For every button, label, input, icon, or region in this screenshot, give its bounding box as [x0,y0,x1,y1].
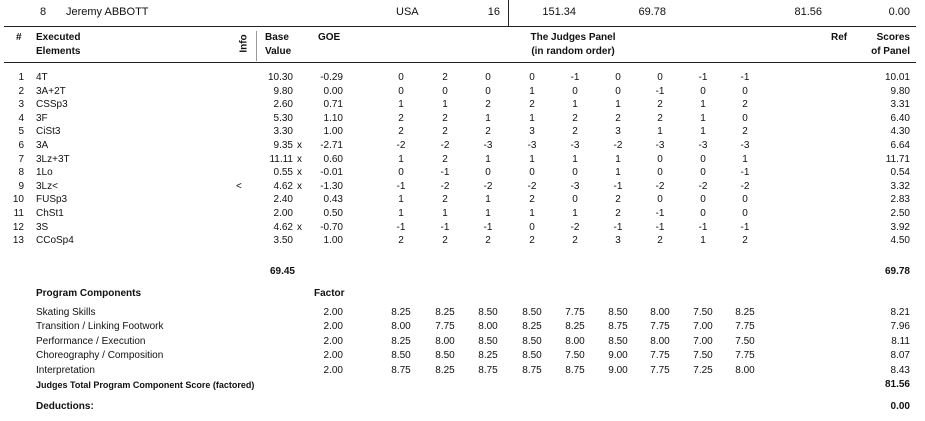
element-bonus-marker: x [297,140,302,151]
element-base-value: 0.55 [273,167,293,179]
judge-score: 2 [442,194,448,206]
judge-score: 0 [485,167,491,179]
judge-score: 0 [442,85,448,97]
component-judge-score: 8.00 [391,321,411,333]
component-panel-score: 8.11 [891,335,910,347]
judge-score: 3 [615,126,621,138]
element-number: 4 [18,112,24,124]
element-base-value: 9.80 [273,85,293,97]
component-judge-score: 8.50 [478,335,498,347]
judge-score: -3 [740,140,750,151]
judge-score: -3 [570,140,580,151]
component-name: Skating Skills [36,307,96,318]
judge-score: 0 [529,167,535,179]
judge-score: 1 [700,99,706,111]
header-scores: Scores [876,32,910,43]
component-judge-score: 7.50 [565,350,585,362]
judge-score: 3 [615,235,621,247]
judge-score: -1 [698,221,708,233]
component-factor: 2.00 [323,321,343,333]
element-name: FUSp3 [36,194,68,206]
element-panel-score: 3.31 [890,99,910,111]
judge-score: -2 [483,180,493,192]
judge-score: 0 [700,208,706,219]
components-factor-label: Factor [314,288,345,299]
elements-score-total: 69.78 [884,266,910,277]
element-goe: 0.60 [323,153,343,165]
element-panel-score: 2.50 [890,208,910,219]
element-number: 3 [18,99,24,111]
judge-score: -1 [655,85,665,97]
judge-score: 0 [572,194,578,206]
element-name: 3A [36,140,49,151]
judge-score: 2 [657,235,663,247]
judge-score: -3 [570,180,580,192]
components-title: Program Components [36,288,142,299]
judge-score: 1 [615,153,621,165]
component-judge-score: 8.25 [478,350,498,362]
element-bonus-marker: x [297,221,302,233]
element-base-value: 3.30 [273,126,293,138]
element-goe: -0.01 [320,167,343,179]
component-panel-score: 8.21 [890,307,910,318]
component-judge-score: 8.50 [391,350,411,362]
judge-score: -2 [698,180,708,192]
component-judge-score: 8.75 [565,364,585,376]
element-base-value: 11.11 [269,153,293,165]
judge-score: 1 [572,99,578,111]
judge-score: 0 [485,72,491,83]
judge-score: 2 [742,99,748,111]
element-number: 1 [18,72,24,83]
element-name: 3Lz+3T [36,153,70,165]
judge-score: -1 [613,221,623,233]
component-judge-score: 7.25 [693,364,713,376]
element-info: < [236,180,242,192]
judge-score: -2 [527,180,537,192]
component-judge-score: 8.50 [435,350,455,362]
component-judge-score: 8.75 [478,364,498,376]
judge-score: 0 [700,167,706,179]
element-goe: -1.30 [320,180,343,192]
judge-score: 0 [657,167,663,179]
header-rule [4,62,916,63]
element-number: 5 [18,126,24,138]
component-judge-score: 8.50 [608,335,628,347]
judge-score: 1 [442,208,448,219]
judge-score: 2 [657,99,663,111]
judge-score: -1 [396,221,406,233]
element-name: 4T [36,72,48,83]
judge-score: 2 [398,126,404,138]
element-bonus-marker: x [297,180,302,192]
judge-score: 0 [398,85,404,97]
judge-score: 1 [398,153,404,165]
judge-score: 0 [529,72,535,83]
judge-score: 2 [572,235,578,247]
element-number: 11 [13,208,24,219]
component-judge-score: 8.25 [522,321,542,333]
header-judges-panel: The Judges Panel [530,32,616,43]
element-number: 10 [12,194,24,206]
element-goe: 1.00 [323,235,343,247]
judge-score: 2 [742,235,748,247]
component-panel-score: 8.43 [890,364,910,376]
judge-score: 2 [742,126,748,138]
component-judge-score: 7.00 [693,321,713,333]
skater-name: Jeremy ABBOTT [66,6,149,18]
header-random-order: (in random order) [531,46,615,57]
component-factor: 2.00 [323,335,343,347]
element-name: 3S [36,221,49,233]
element-name: 1Lo [36,167,53,179]
summary-divider [508,0,509,26]
judge-score: 1 [529,112,535,124]
element-base-value: 4.62 [273,180,293,192]
judge-score: 1 [398,208,404,219]
element-number: 6 [18,140,24,151]
component-judge-score: 8.50 [522,335,542,347]
component-judge-score: 8.75 [522,364,542,376]
judge-score: 0 [742,194,748,206]
judge-score: -3 [483,140,493,151]
component-judge-score: 8.00 [565,335,585,347]
component-judge-score: 8.25 [565,321,585,333]
component-name: Interpretation [36,364,95,376]
judge-score: 2 [485,99,491,111]
judge-score: 1 [700,112,706,124]
judge-score: 3 [529,126,535,138]
judge-score: 2 [442,126,448,138]
element-panel-score: 6.64 [890,140,910,151]
judge-score: -1 [698,72,708,83]
judge-score: 1 [615,99,621,111]
judge-score: 0 [700,194,706,206]
judge-score: 2 [657,112,663,124]
element-number: 2 [18,85,24,97]
judge-score: 1 [700,235,706,247]
judge-score: -1 [740,221,750,233]
element-number: 13 [12,235,24,247]
component-judge-score: 8.00 [735,364,755,376]
element-name: ChSt1 [36,208,64,219]
component-factor: 2.00 [323,350,343,362]
element-number: 9 [18,180,24,192]
judge-score: -2 [740,180,750,192]
judge-score: -1 [396,180,406,192]
judge-score: 0 [700,85,706,97]
element-base-value: 9.35 [273,140,293,151]
judge-score: 1 [398,194,404,206]
judge-score: 2 [398,112,404,124]
component-judge-score: 8.50 [522,350,542,362]
judge-score: -1 [483,221,493,233]
header-base: Base [265,32,289,43]
element-panel-score: 6.40 [890,112,910,124]
component-judge-score: 7.75 [435,321,455,333]
component-judge-score: 8.50 [608,307,628,318]
judge-score: 1 [442,99,448,111]
component-judge-score: 7.00 [693,335,713,347]
judge-score: 1 [485,208,491,219]
component-judge-score: 7.75 [735,350,755,362]
element-name: CCoSp4 [36,235,74,247]
judge-score: 1 [529,153,535,165]
judge-score: 0 [742,85,748,97]
element-goe: 1.10 [323,112,343,124]
judge-score: 1 [700,126,706,138]
judge-score: -1 [613,180,623,192]
judge-score: 0 [657,153,663,165]
header-of-panel: of Panel [871,46,910,57]
judge-score: 1 [742,153,748,165]
component-judge-score: 8.75 [391,364,411,376]
judge-score: 0 [615,72,621,83]
judge-score: -2 [440,180,450,192]
judge-score: 0 [398,167,404,179]
judge-score: 1 [485,153,491,165]
element-base-value: 2.40 [273,194,293,206]
component-name: Transition / Linking Footwork [36,321,164,333]
judge-score: 2 [615,194,621,206]
element-panel-score: 3.32 [890,180,910,192]
element-base-value: 5.30 [273,112,293,124]
component-judge-score: 8.50 [522,307,542,318]
judge-score: 2 [442,112,448,124]
element-goe: -0.29 [320,72,343,83]
judge-score: 1 [657,126,663,138]
component-judge-score: 8.25 [435,364,455,376]
component-factor: 2.00 [323,307,343,318]
judge-score: -3 [527,140,537,151]
element-name: CSSp3 [36,99,68,111]
judge-score: 0 [572,85,578,97]
judge-score: 2 [442,153,448,165]
judge-score: 1 [398,99,404,111]
judge-score: 0 [657,194,663,206]
element-name: CiSt3 [36,126,61,138]
component-judge-score: 8.25 [391,335,411,347]
element-base-value: 4.62 [273,221,293,233]
component-panel-score: 8.07 [890,350,910,362]
component-judge-score: 7.75 [650,321,670,333]
judge-score: -3 [698,140,708,151]
judge-score: 0 [529,221,535,233]
judge-score: -1 [740,167,750,179]
judge-score: 2 [529,99,535,111]
component-judge-score: 8.25 [435,307,455,318]
element-panel-score: 2.83 [890,194,910,206]
summary-rule [4,26,916,27]
elements-base-total: 69.45 [269,266,295,277]
judge-score: 1 [572,208,578,219]
element-base-value: 10.30 [267,72,293,83]
component-judge-score: 7.50 [735,335,755,347]
element-name: 3F [36,112,48,124]
element-goe: -2.71 [320,140,343,151]
element-goe: -0.70 [320,221,343,233]
judge-score: 0 [657,72,663,83]
component-judge-score: 9.00 [608,350,628,362]
judge-score: 2 [615,208,621,219]
info-divider [256,31,257,61]
deductions-value: 0.00 [890,401,910,412]
judge-score: 2 [442,72,448,83]
judge-score: 1 [529,208,535,219]
element-panel-score: 10.01 [884,72,910,83]
element-bonus-marker: x [297,167,302,179]
element-panel-score: 11.71 [885,153,910,165]
component-judge-score: 8.75 [608,321,628,333]
judge-score: 2 [615,112,621,124]
element-panel-score: 9.80 [890,85,910,97]
header-info: Info [238,34,250,53]
judge-score: 0 [572,167,578,179]
total-segment-score: 151.34 [542,6,576,18]
header-value: Value [265,46,292,57]
component-judge-score: 8.00 [435,335,455,347]
skater-nation: USA [396,6,419,18]
components-total: 81.56 [884,379,910,390]
component-judge-score: 8.50 [478,307,498,318]
judge-score: -1 [440,221,450,233]
header-elements: Elements [36,46,81,57]
judge-score: -2 [440,140,450,151]
component-judge-score: 9.00 [608,364,628,376]
element-bonus-marker: x [297,153,302,165]
judge-score: -1 [655,208,665,219]
judge-score: -2 [396,140,406,151]
element-panel-score: 4.50 [890,235,910,247]
judge-score: -2 [613,140,623,151]
judge-score: 0 [485,85,491,97]
component-judge-score: 7.50 [693,307,713,318]
total-deductions: 0.00 [888,6,910,18]
deductions-label: Deductions: [36,401,94,412]
judge-score: 1 [572,153,578,165]
judge-score: 1 [529,85,535,97]
judge-score: -2 [655,180,665,192]
judge-score: 1 [485,112,491,124]
judge-score: 2 [529,235,535,247]
component-factor: 2.00 [323,364,343,376]
component-judge-score: 8.25 [391,307,411,318]
element-panel-score: 0.54 [890,167,910,179]
component-name: Choreography / Composition [36,350,164,362]
judge-score: 2 [572,126,578,138]
judge-score: 2 [572,112,578,124]
starting-number: 16 [487,6,500,18]
element-goe: 1.00 [323,126,343,138]
element-goe: 0.71 [323,99,343,111]
skater-rank: 8 [40,6,47,18]
element-goe: 0.50 [323,208,343,219]
judge-score: 0 [742,112,748,124]
component-name: Performance / Execution [36,335,146,347]
element-number: 8 [18,167,24,179]
header-goe: GOE [318,32,341,43]
element-number: 7 [18,153,24,165]
element-panel-score: 4.30 [890,126,910,138]
header-executed: Executed [36,32,81,43]
component-judge-score: 8.00 [650,307,670,318]
component-judge-score: 7.75 [650,364,670,376]
judge-score: 0 [615,85,621,97]
judge-score: -1 [440,167,450,179]
judge-score: -3 [655,140,665,151]
judge-score: -1 [655,221,665,233]
element-panel-score: 3.92 [890,221,910,233]
judge-score: 1 [485,194,491,206]
element-goe: 0.00 [323,85,343,97]
component-judge-score: 8.00 [650,335,670,347]
judge-score: -1 [740,72,750,83]
component-judge-score: 8.25 [735,307,755,318]
component-judge-score: 7.75 [735,321,755,333]
header-hash: # [16,32,22,43]
judge-score: 2 [485,126,491,138]
component-panel-score: 7.96 [890,321,910,333]
total-program-component-score: 81.56 [794,6,822,18]
components-total-label: Judges Total Program Component Score (factored) [36,380,255,390]
element-goe: 0.43 [323,194,343,206]
element-name: 3Lz< [36,180,58,192]
component-judge-score: 7.75 [650,350,670,362]
header-ref: Ref [831,32,848,43]
judge-score: 2 [485,235,491,247]
judge-score: 1 [615,167,621,179]
judge-score: 0 [742,208,748,219]
element-number: 12 [12,221,24,233]
judge-score: -2 [570,221,580,233]
element-base-value: 2.00 [273,208,293,219]
judge-score: 0 [700,153,706,165]
total-element-score: 69.78 [638,6,666,18]
component-judge-score: 7.50 [693,350,713,362]
judge-score: 2 [529,194,535,206]
element-name: 3A+2T [36,85,66,97]
element-base-value: 3.50 [273,235,293,247]
judge-score: -1 [570,72,580,83]
element-base-value: 2.60 [273,99,293,111]
judge-score: 0 [398,72,404,83]
component-judge-score: 8.00 [478,321,498,333]
judge-score: 2 [398,235,404,247]
component-judge-score: 7.75 [565,307,585,318]
judge-score: 2 [442,235,448,247]
